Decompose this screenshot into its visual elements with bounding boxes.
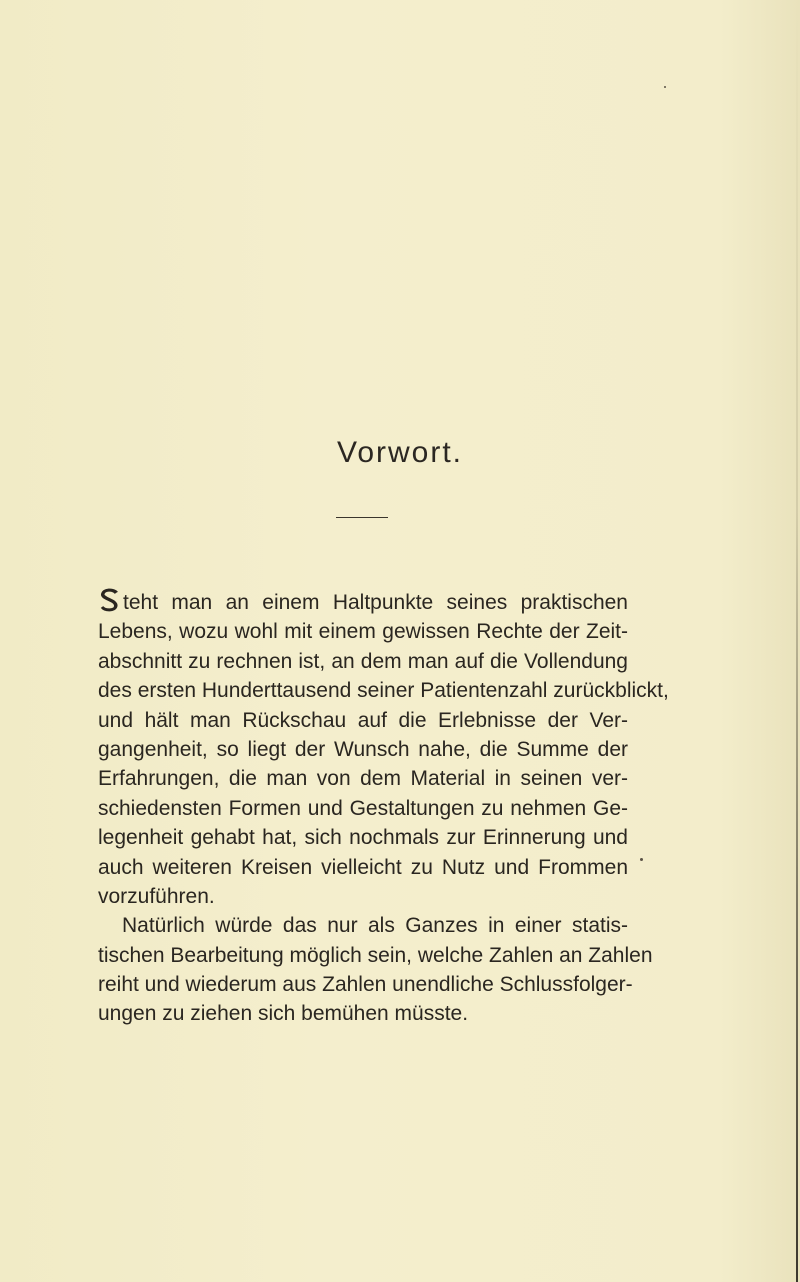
paper-speck [640, 858, 643, 861]
text-line: Natürlich würde das nur als Ganzes in einer statis- [122, 914, 628, 938]
text-line: teht man an einem Haltpunkte seines praktischen [98, 588, 628, 617]
text-line: auch weiteren Kreisen vielleicht zu Nutz und Frommen [98, 855, 628, 879]
text-line: gangenheit, so liegt der Wunsch nahe, die Summe der [98, 737, 628, 761]
paper-speck [664, 86, 666, 88]
text-line: reiht und wiederum aus Zahlen unendliche Schlussfolger- [98, 973, 633, 997]
decorative-initial-s [98, 588, 122, 612]
page-edge-shadow [796, 0, 798, 1282]
text-line: ungen zu ziehen sich bemühen müsste. [98, 1002, 469, 1026]
text-line: abschnitt zu rechnen ist, an dem man auf die Vollendung [98, 649, 628, 673]
paragraph-1 [98, 588, 669, 911]
text-line: Lebens, wozu wohl mit einem gewissen Rechte der Zeit- [98, 620, 628, 644]
paragraph-2 [98, 911, 653, 1029]
text-line: tischen Bearbeitung möglich sein, welche Zahlen an Zahlen [98, 943, 653, 967]
preface-text [98, 588, 669, 1029]
text-line: legenheit gehabt hat, sich nochmals zur Erinnerung und [98, 826, 628, 850]
title-divider [336, 517, 388, 518]
text-line: und hält man Rückschau auf die Erlebnisse der Ver- [98, 708, 628, 732]
text-line: des ersten Hunderttausend seiner Patientenzahl zurückblickt, [98, 679, 669, 703]
text-line: schiedensten Formen und Gestaltungen zu nehmen Ge- [98, 796, 628, 820]
text-line: Erfahrungen, die man von dem Material in seinen ver- [98, 767, 628, 791]
page-title: Vorwort. [336, 436, 464, 469]
text-line: vorzuführen. [98, 884, 215, 908]
